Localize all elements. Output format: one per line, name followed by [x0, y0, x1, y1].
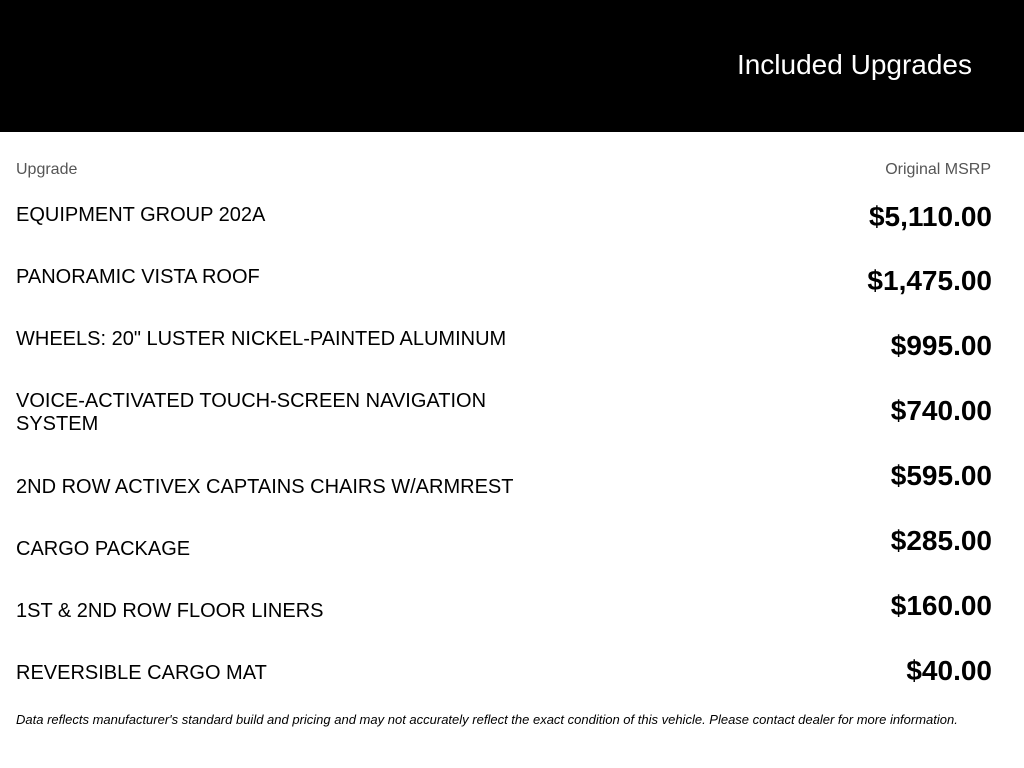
upgrade-row: [0, 510, 1024, 572]
upgrade-name: VOICE-ACTIVATED TOUCH-SCREEN NAVIGATION SYSTEM: [16, 390, 487, 435]
upgrade-row: [0, 572, 1024, 634]
upgrade-column-header: Upgrade: [16, 161, 78, 178]
upgrade-row: [0, 634, 1024, 696]
header-banner: [0, 0, 1024, 132]
upgrade-price: $40.00: [906, 655, 992, 686]
upgrade-name: 2ND ROW ACTIVEX CAPTAINS CHAIRS W/ARMREST: [16, 476, 514, 498]
upgrade-row: [0, 324, 1024, 386]
upgrade-name: REVERSIBLE CARGO MAT: [16, 662, 267, 684]
page-title: Included Upgrades: [736, 49, 972, 80]
upgrade-price: $160.00: [890, 590, 992, 621]
upgrade-name: CARGO PACKAGE: [16, 538, 191, 560]
upgrade-price: $5,110.00: [868, 201, 992, 232]
upgrade-name: 1ST & 2ND ROW FLOOR LINERS: [16, 600, 324, 622]
upgrade-price: $595.00: [890, 460, 992, 491]
upgrade-name: EQUIPMENT GROUP 202A: [16, 204, 266, 226]
disclaimer-text: Data reflects manufacturer's standard build and pricing and may not accurately reflect the exact condition of this vehicle. Please contact dealer for more information.: [16, 712, 958, 727]
upgrade-price: $740.00: [890, 395, 992, 426]
upgrade-price: $1,475.00: [867, 265, 992, 296]
upgrade-row: [0, 386, 1024, 448]
upgrade-price: $995.00: [890, 330, 992, 361]
upgrade-name: WHEELS: 20" LUSTER NICKEL-PAINTED ALUMINUM: [16, 328, 507, 350]
upgrade-name: PANORAMIC VISTA ROOF: [16, 266, 260, 288]
upgrade-row: [0, 200, 1024, 262]
msrp-column-header: Original MSRP: [885, 161, 991, 178]
upgrade-row: [0, 448, 1024, 510]
upgrade-row: [0, 262, 1024, 324]
upgrade-price: $285.00: [890, 525, 992, 556]
